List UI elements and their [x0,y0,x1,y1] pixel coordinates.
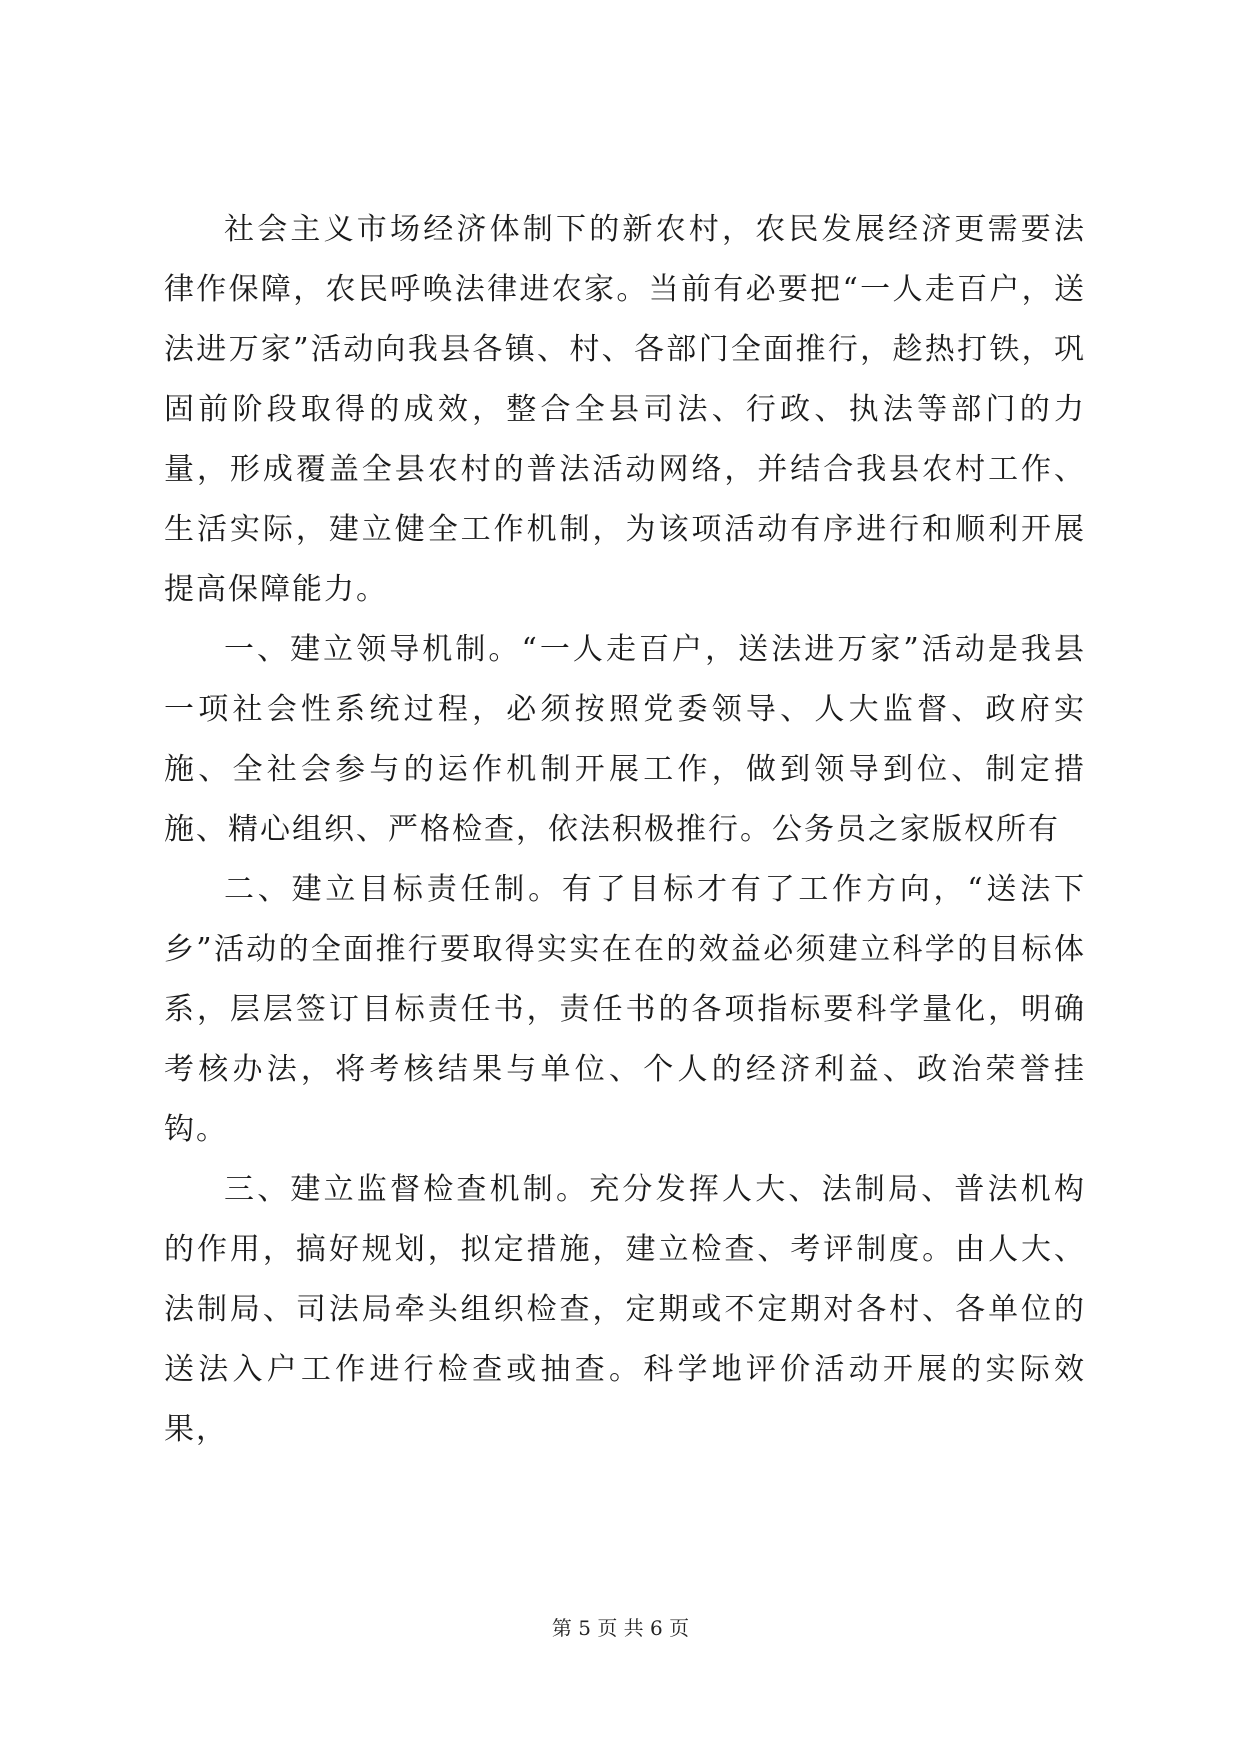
document-body [164,200,1086,1460]
paragraph-supervision-inspection: 三、建立监督检查机制。充分发挥人大、法制局、普法机构的作用，搞好规划，拟定措施，建立检查、考评制度。由人大、法制局、司法局牵头组织检查，定期或不定期对各村、各单位的送法入户工作进行检查或抽查。科学地评价活动开展的实际效果， [164,1172,1086,1447]
paragraph-leadership-mechanism: 一、建立领导机制。“一人走百户，送法进万家”活动是我县一项社会性系统过程，必须按照党委领导、人大监督、政府实施、全社会参与的运作机制开展工作，做到领导到位、制定措施、精心组织、严格检查，依法积极推行。公务员之家版权所有 [164,632,1086,847]
paragraph-intro: 社会主义市场经济体制下的新农村，农民发展经济更需要法律作保障，农民呼唤法律进农家。当前有必要把“一人走百户，送法进万家”活动向我县各镇、村、各部门全面推行，趁热打铁，巩固前阶段取得的成效，整合全县司法、行政、执法等部门的力量，形成覆盖全县农村的普法活动网络，并结合我县农村工作、生活实际，建立健全工作机制，为该项活动有序进行和顺利开展提高保障能力。 [164,212,1086,607]
paragraph-target-responsibility: 二、建立目标责任制。有了目标才有了工作方向，“送法下乡”活动的全面推行要取得实实在在的效益必须建立科学的目标体系，层层签订目标责任书，责任书的各项指标要科学量化，明确考核办法，将考核结果与单位、个人的经济利益、政治荣誉挂钩。 [164,872,1086,1147]
page-number-footer: 第 5 页 共 6 页 [551,1616,690,1640]
